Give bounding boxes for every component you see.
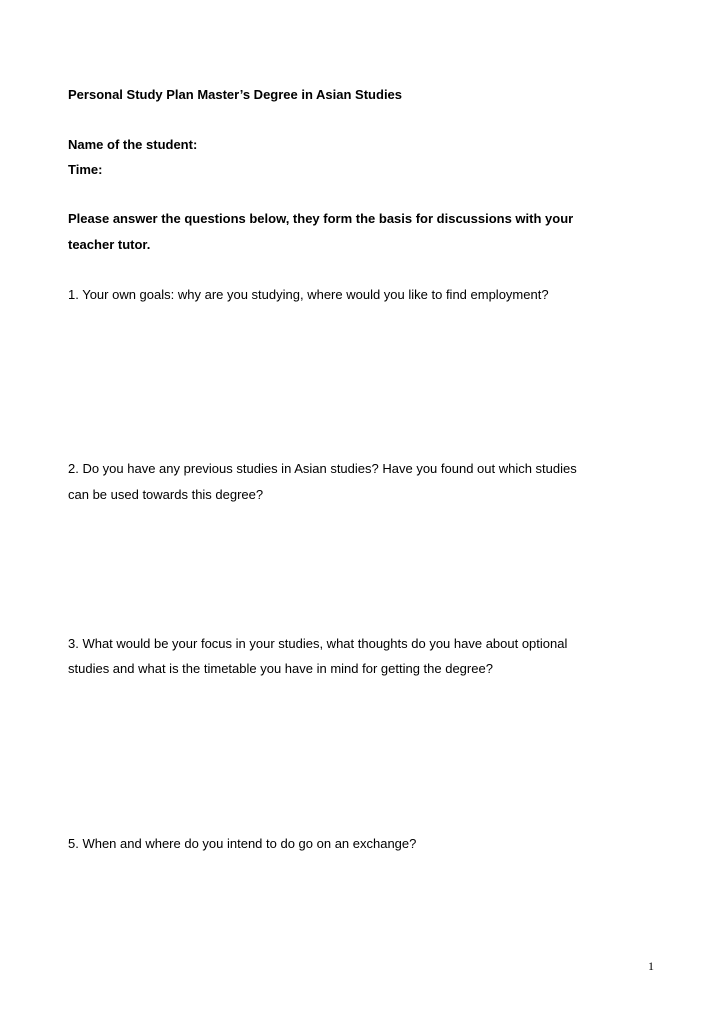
student-name-label: Name of the student: [68, 137, 198, 152]
document-title: Personal Study Plan Master’s Degree in Asian Studies [68, 87, 403, 102]
instructions-line-2: teacher tutor. [68, 237, 151, 252]
question-2-line-2: can be used towards this degree? [68, 487, 264, 502]
question-1: 1. Your own goals: why are you studying, where would you like to find employment? [68, 287, 549, 302]
time-label: Time: [68, 162, 103, 177]
instructions-line-1: Please answer the questions below, they form the basis for discussions with your [68, 211, 574, 226]
question-2-line-1: 2. Do you have any previous studies in Asian studies? Have you found out which studies [68, 461, 577, 476]
page-number: 1 [648, 959, 654, 973]
question-5: 5. When and where do you intend to do go on an exchange? [68, 836, 417, 851]
question-3-line-2: studies and what is the timetable you have in mind for getting the degree? [68, 661, 493, 676]
question-3-line-1: 3. What would be your focus in your studies, what thoughts do you have about optional [68, 636, 568, 651]
